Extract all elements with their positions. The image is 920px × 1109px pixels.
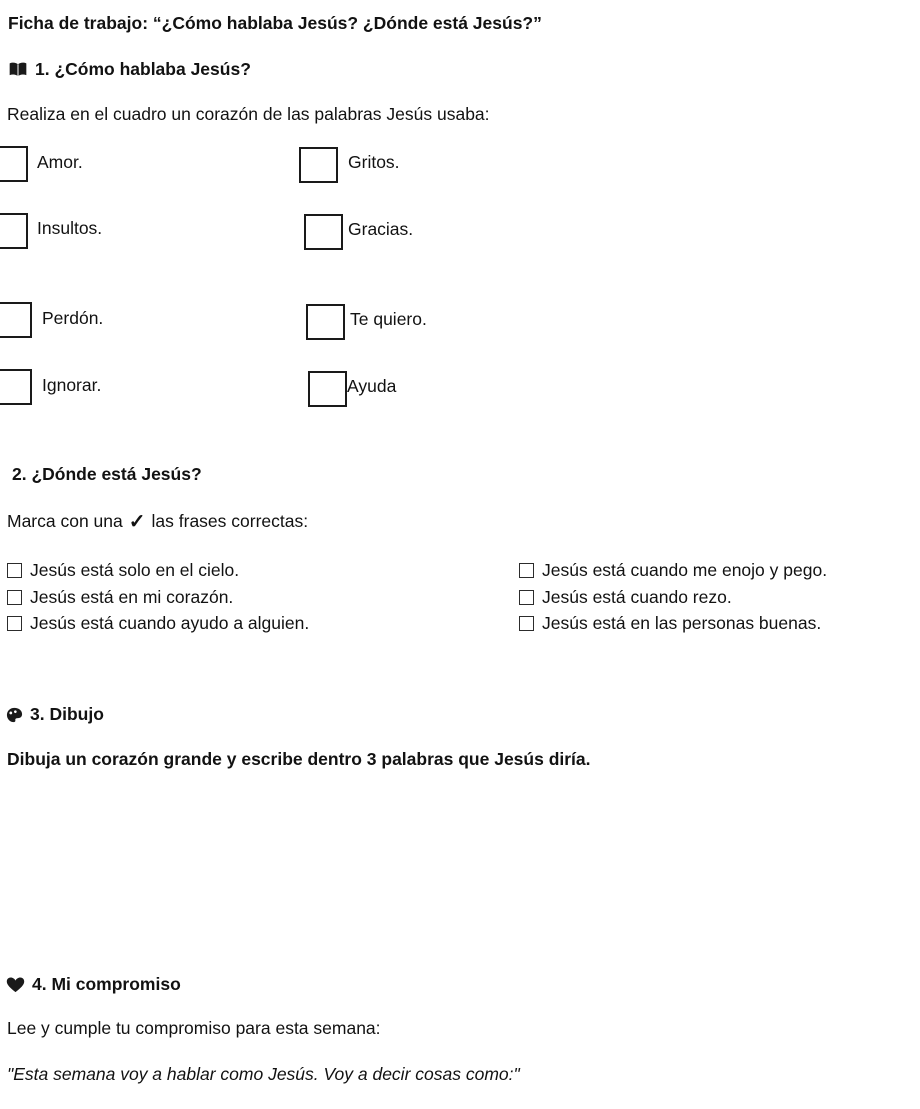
section3-instruction: Dibuja un corazón grande y escribe dentro 3 palabras que Jesús diría. xyxy=(7,749,591,769)
book-icon xyxy=(8,62,28,78)
statement-text: Jesús está cuando rezo. xyxy=(542,587,732,607)
section2-heading-text: 2. ¿Dónde está Jesús? xyxy=(12,464,202,484)
statement-text: Jesús está en mi corazón. xyxy=(30,587,234,607)
section4-heading xyxy=(6,974,181,995)
checkbox-icon[interactable] xyxy=(519,563,534,578)
statement-item xyxy=(7,560,239,581)
word-label-ignorar: Ignorar. xyxy=(42,375,102,395)
section2-instruction-prefix: Marca con una xyxy=(7,511,123,531)
statement-item xyxy=(519,560,827,581)
word-label-insultos: Insultos. xyxy=(37,218,103,238)
statement-text: Jesús está cuando ayudo a alguien. xyxy=(30,613,310,633)
checkbox-ignorar[interactable] xyxy=(0,369,32,405)
statement-item xyxy=(7,587,233,608)
statement-text: Jesús está solo en el cielo. xyxy=(30,560,240,580)
section2-instruction xyxy=(7,511,308,532)
checkbox-amor[interactable] xyxy=(0,146,28,182)
section1-heading-text: 1. ¿Cómo hablaba Jesús? xyxy=(35,59,251,79)
drawing-area[interactable] xyxy=(0,780,920,960)
section3-heading-text: 3. Dibujo xyxy=(30,704,104,724)
checkbox-gritos[interactable] xyxy=(299,147,338,183)
checkbox-icon[interactable] xyxy=(519,616,534,631)
palette-icon xyxy=(6,707,23,723)
word-label-gracias: Gracias. xyxy=(348,219,414,239)
statement-text: Jesús está cuando me enojo y pego. xyxy=(542,560,828,580)
section4-instruction: Lee y cumple tu compromiso para esta semana: xyxy=(7,1018,381,1038)
word-label-ayuda: Ayuda xyxy=(347,376,397,396)
checkbox-icon[interactable] xyxy=(7,590,22,605)
section1-instruction: Realiza en el cuadro un corazón de las palabras Jesús usaba: xyxy=(7,104,490,124)
heart-icon xyxy=(6,977,25,993)
checkmark-icon: ✓ xyxy=(128,510,146,533)
word-label-tequiero: Te quiero. xyxy=(350,309,427,329)
section3-heading xyxy=(6,704,104,725)
section2-instruction-suffix: las frases correctas: xyxy=(151,511,309,531)
checkbox-insultos[interactable] xyxy=(0,213,28,249)
checkbox-perdon[interactable] xyxy=(0,302,32,338)
commitment-quote: "Esta semana voy a hablar como Jesús. Voy a decir cosas como:" xyxy=(7,1064,520,1084)
checkbox-gracias[interactable] xyxy=(304,214,343,250)
word-label-perdon: Perdón. xyxy=(42,308,104,328)
section4-heading-text: 4. Mi compromiso xyxy=(32,974,181,994)
statement-item xyxy=(519,613,821,634)
checkbox-ayuda[interactable] xyxy=(308,371,347,407)
statement-item xyxy=(519,587,732,608)
checkbox-tequiero[interactable] xyxy=(306,304,345,340)
checkbox-icon[interactable] xyxy=(7,616,22,631)
section1-heading xyxy=(8,59,251,80)
statement-item xyxy=(7,613,309,634)
section2-heading xyxy=(12,464,202,485)
word-label-gritos: Gritos. xyxy=(348,152,400,172)
checkbox-icon[interactable] xyxy=(7,563,22,578)
word-label-amor: Amor. xyxy=(37,152,83,172)
statement-text: Jesús está en las personas buenas. xyxy=(542,613,822,633)
page-title: Ficha de trabajo: “¿Cómo hablaba Jesús? ¿Dónde está Jesús?” xyxy=(8,13,542,33)
checkbox-icon[interactable] xyxy=(519,590,534,605)
